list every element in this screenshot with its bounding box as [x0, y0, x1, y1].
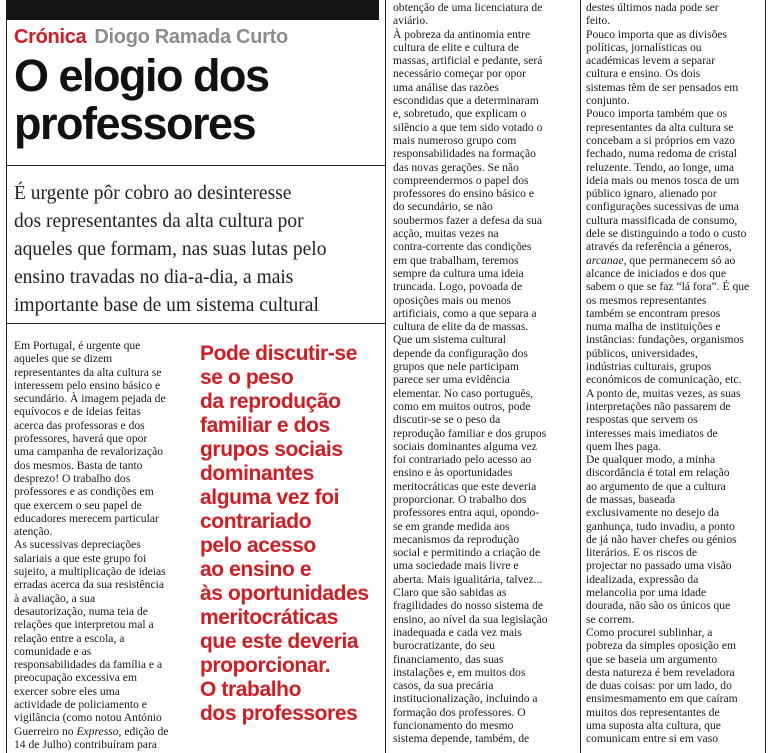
body-line: mais numeroso grupo com — [393, 133, 517, 147]
body-line: exercer sobre eles uma — [14, 684, 120, 698]
lede-line: aqueles que formam, nas suas lutas pelo — [14, 239, 327, 260]
pull-quote-line: familiar e dos — [200, 414, 330, 437]
body-line: acção, muitas vezes na — [393, 227, 499, 241]
pull-quote-line: meritocráticas — [200, 606, 338, 629]
body-line: fragilidades do nosso sistema de — [393, 599, 544, 613]
body-line: massas, artificial e pedante, será — [393, 54, 543, 68]
pull-quote-line: ao ensino e — [200, 558, 312, 581]
body-line: desautorização, numa teia de — [14, 604, 148, 618]
body-line: responsabilidades da família e a — [14, 658, 163, 672]
body-line: À pobreza da antinomia entre — [393, 27, 531, 41]
body-line: de massas, baseada — [586, 492, 676, 506]
body-line: uma suposta alta cultura, que — [586, 719, 721, 733]
body-line: preocupação excessiva em — [14, 671, 137, 685]
pull-quote-line: Pode discutir-se — [200, 342, 357, 365]
body-line: e, sobretudo, que explicam o — [393, 107, 527, 121]
body-line: literários. E os riscos de — [586, 546, 698, 560]
body-line: sujeito, a multiplicação de ideias — [14, 565, 166, 579]
body-line: respostas que servem os — [586, 413, 698, 427]
body-line: funcionamento do mesmo — [393, 719, 514, 733]
body-line: professores e as condições em — [14, 485, 154, 499]
body-line: alcance de iniciados e dos que — [586, 266, 727, 280]
body-line: configurações sucessivas de uma — [586, 200, 739, 214]
body-line: equívocos e de ideias feitas — [14, 405, 141, 419]
body-line: atenção. — [14, 525, 53, 539]
body-line: erradas acerca da sua resistência — [14, 578, 164, 592]
lede-bottom-rule — [6, 323, 385, 324]
body-line: discutir-se se o peso da — [393, 413, 501, 427]
body-line: concebam a si próprios em vazo — [586, 133, 736, 147]
body-line: 14 de Julho) contribuíram para — [14, 737, 157, 751]
body-line: cultura e ensino. Os dois — [586, 67, 701, 81]
pull-quote-line: se o peso — [200, 366, 294, 389]
body-line: do secundário, se não — [393, 200, 493, 214]
body-line: ensino e às oportunidades — [393, 466, 513, 480]
body-line: uma análise das razões — [393, 80, 499, 94]
body-line: sabem o que se faz “lá fora”. É que — [586, 280, 750, 294]
body-line: cultura de elite da de massas. — [393, 320, 529, 334]
lede-line: importante base de um sistema cultural — [14, 295, 319, 316]
headline-line: professores — [14, 98, 256, 149]
body-line: se correm. — [586, 612, 635, 626]
body-line: se em grande medida aos — [393, 519, 510, 533]
body-line: sociais dominantes alguma vez — [393, 439, 537, 453]
body-line: conjunto. — [586, 94, 630, 108]
body-line: inadequada e cada vez mais — [393, 625, 522, 639]
column-rule-3 — [580, 0, 581, 753]
body-line: dourada, não são os únicos que — [586, 599, 731, 613]
body-line: mecanismos da reprodução — [393, 532, 520, 546]
body-line: discordância é total em relação — [586, 466, 730, 480]
body-line: comunicam entre si em vaso — [586, 732, 718, 746]
body-line: desprezo! O trabalho dos — [14, 471, 131, 485]
body-line: instalações e, em muitos dos — [393, 665, 526, 679]
body-line: também se encontram presos — [586, 306, 721, 320]
body-line: uma campanha de revalorização — [14, 445, 164, 459]
headline-line: O elogio dos — [14, 50, 269, 101]
body-line: A ponto de, muitas vezes, as suas — [586, 386, 741, 400]
body-line: Pouco importa que as divisões — [586, 27, 728, 41]
body-line: As sucessivas depreciações — [14, 538, 141, 552]
body-line: parece ser uma evidência — [393, 373, 510, 387]
body-line: cultura massificada de consumo, — [586, 213, 738, 227]
body-line: através da referência a géneros, — [586, 240, 732, 254]
body-line: como em muitos outros, pode — [393, 399, 531, 413]
left-border-rule — [6, 0, 7, 753]
pull-quote-line: às oportunidades — [200, 582, 369, 605]
pull-quote — [200, 342, 385, 726]
body-line: professores entra aqui, opondo- — [393, 506, 540, 520]
body-line: os mesmos representantes — [586, 293, 707, 307]
body-line: truncada. Logo, povoada de — [393, 280, 523, 294]
body-line: institucionalização, incluindo a — [393, 692, 538, 706]
body-line: ensino, ao nível da sua legislação — [393, 612, 548, 626]
body-line: Claro que são sabidas as — [393, 586, 507, 600]
body-line: relações que interpretou mal a — [14, 618, 154, 632]
body-line: responsabilidades na formação — [393, 147, 536, 161]
pull-quote-line: dos professores — [200, 702, 358, 725]
body-line: arcanae, que permanecem só ao — [586, 253, 736, 267]
body-line: instâncias: fundações, organismos — [586, 333, 744, 347]
body-line: foi contrariado pelo acesso ao — [393, 453, 532, 467]
body-line: público ignaro, alienado por — [586, 187, 717, 201]
lede-line: ensino travadas no dia-a-dia, a mais — [14, 267, 294, 288]
body-line: Em Portugal, é urgente que — [14, 339, 141, 352]
body-line: destes últimos nada pode ser — [586, 1, 719, 14]
author-name: Diogo Ramada Curto — [94, 26, 288, 48]
body-line: fechado, numa redoma de cristal — [586, 147, 737, 161]
body-line: idealizada, expressão da — [586, 572, 699, 586]
body-line: secundário. À imagem pejada de — [14, 392, 166, 406]
body-line: sempre da cultura uma ideia — [393, 266, 524, 280]
body-line: reprodução familiar e dos grupos — [393, 426, 547, 440]
body-line: ao argumento de que a cultura — [586, 479, 726, 493]
body-line: desta natureza é bem reveladora — [586, 665, 735, 679]
body-line: educadores merecem particular — [14, 511, 159, 525]
body-line: artificiais, como a que separa a — [393, 306, 537, 320]
body-line: numa malha de instituições e — [586, 320, 721, 334]
lede — [14, 180, 384, 320]
section-label: Crónica — [14, 26, 87, 48]
body-line: escondidas que a determinaram — [393, 94, 539, 108]
body-line: De qualquer modo, a minha — [586, 453, 716, 467]
body-line: reluzente. Tendo, ao longe, uma — [586, 160, 735, 174]
body-line: em que trabalham, teremos — [393, 253, 519, 267]
headline — [14, 52, 374, 148]
body-line: proporcionar. O trabalho dos — [393, 492, 527, 506]
pull-quote-line: contrariado — [200, 510, 312, 533]
body-line: académicas levem a separar — [586, 54, 716, 68]
body-line: uma sociedade mais livre e — [393, 559, 519, 573]
body-line: compreendermos o papel dos — [393, 173, 529, 187]
body-line: aviário. — [393, 14, 429, 28]
pull-quote-line: pelo acesso — [200, 534, 316, 557]
body-line: professores, haverá que opor — [14, 432, 148, 446]
lede-line: É urgente pôr cobro ao desinteresse — [14, 183, 292, 204]
body-column-3 — [586, 1, 764, 746]
body-line: depende da configuração dos — [393, 346, 528, 360]
body-line: representantes da alta cultura se — [586, 120, 734, 134]
body-column-2 — [393, 1, 577, 746]
body-line: cultura de elite e cultura de — [393, 40, 519, 54]
pull-quote-line: que este deveria — [200, 630, 359, 653]
body-line: interesses mais imediatos de — [586, 426, 718, 440]
body-line: dele se distinguindo a todo o custo — [586, 227, 747, 241]
body-line: Guerreiro no Expresso, edição de — [14, 724, 169, 738]
body-line: Pouco importa também que os — [586, 107, 728, 121]
body-line: ideia mais ou menos tosca de um — [586, 173, 740, 187]
body-line: muitos dos representantes de — [586, 705, 720, 719]
body-line: de duas coisas: por um lado, do — [586, 679, 732, 693]
body-line: indústrias culturais, grupos — [586, 360, 712, 374]
body-line: relação entre a escola, a — [14, 631, 125, 645]
body-line: exclusivamente no desejo da — [586, 506, 719, 520]
body-line: elementar. No caso português, — [393, 386, 534, 400]
pull-quote-line: da reprodução — [200, 390, 341, 413]
lede-line: dos representantes da alta cultura por — [14, 211, 304, 232]
kicker — [14, 26, 288, 49]
right-border-rule — [765, 0, 766, 753]
pull-quote-line: dominantes — [200, 462, 314, 485]
body-line: sistema depende, também, de — [393, 732, 530, 746]
body-line: públicos, universidades, — [586, 346, 698, 360]
body-column-1 — [14, 339, 194, 751]
lede-top-rule — [6, 165, 385, 166]
pull-quote-line: proporcionar. — [200, 654, 331, 677]
body-line: necessário começar por opor — [393, 67, 526, 81]
body-line: sistemas têm de ser pensados em — [586, 80, 739, 94]
body-line: financiamento, das suas — [393, 652, 504, 666]
body-line: de já não haver chefes ou génios — [586, 532, 737, 546]
body-line: interpretações não passarem de — [586, 399, 731, 413]
body-line: feito. — [586, 14, 611, 28]
body-line: pobreza da simples oposição em — [586, 639, 737, 653]
body-line: grupos que nele participam — [393, 360, 519, 374]
body-line: obtenção de uma licenciatura de — [393, 1, 543, 14]
body-line: casos, da sua precária — [393, 679, 494, 693]
body-line: soubermos fazer a defesa da sua — [393, 213, 543, 227]
body-line: projectar no passado uma visão — [586, 559, 732, 573]
body-line: das novas gerações. Se não — [393, 160, 519, 174]
body-line: Como procurei sublinhar, a — [586, 625, 713, 639]
body-line: vigilância (como notou António — [14, 711, 162, 725]
body-line: oposições mais ou menos — [393, 293, 512, 307]
body-line: salariais a que este grupo foi — [14, 551, 147, 565]
body-line: melancolia por uma idade — [586, 586, 707, 600]
body-line: Que um sistema cultural — [393, 333, 507, 347]
body-line: acerca das professoras e dos — [14, 418, 145, 432]
body-line: económicos de comunicação, etc. — [586, 373, 742, 387]
header-bar — [7, 0, 379, 20]
body-line: aberta. Mais igualitária, talvez... — [393, 572, 543, 586]
body-line: à avaliação, a sua — [14, 591, 96, 605]
body-line: social e permitindo a criação de — [393, 546, 541, 560]
body-line: dos mesmos. Basta de tanto — [14, 458, 143, 472]
body-line: formação dos professores. O — [393, 705, 526, 719]
column-rule-2 — [385, 0, 386, 753]
pull-quote-line: O trabalho — [200, 678, 302, 701]
body-line: meritocráticas que este deveria — [393, 479, 537, 493]
body-line: aqueles que se dizem — [14, 352, 113, 366]
body-line: burocratizante, do seu — [393, 639, 496, 653]
body-line: ensimesmamento em que caíram — [586, 692, 738, 706]
body-line: que exercem o seu papel de — [14, 498, 142, 512]
body-line: professores do ensino básico e — [393, 187, 535, 201]
body-line: silêncio a que tem sido votado o — [393, 120, 543, 134]
body-line: políticas, jornalísticas ou — [586, 40, 702, 54]
body-line: quem lhes paga. — [586, 439, 662, 453]
body-line: representantes da alta cultura se — [14, 365, 162, 379]
pull-quote-line: alguma vez foi — [200, 486, 340, 509]
body-line: comunidade e as — [14, 644, 92, 658]
body-line: ganhunça, tudo invadiu, a ponto — [586, 519, 735, 533]
body-line: interessem pelo ensino básico e — [14, 378, 161, 392]
body-line: que se baseia um argumento — [586, 652, 718, 666]
pull-quote-line: grupos sociais — [200, 438, 343, 461]
body-line: actividade de policiamento e — [14, 698, 147, 712]
body-line: contra-corrente das condições — [393, 240, 532, 254]
